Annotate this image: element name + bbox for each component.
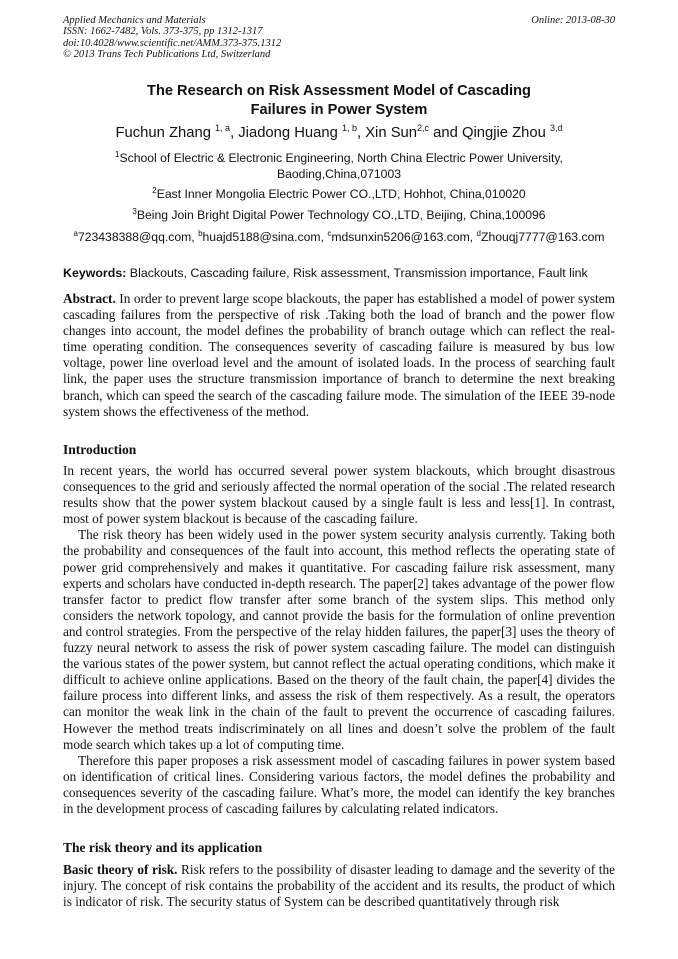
copyright-line: © 2013 Trans Tech Publications Ltd, Switzerland [63,48,271,60]
title-line-1: The Research on Risk Assessment Model of Cascading [147,83,531,99]
risk-theory-body [63,862,615,910]
author-affil-mark: 1, b [341,123,357,133]
journal-name: Applied Mechanics and Materials [63,15,206,26]
author-name: Fuchun Zhang [115,125,216,141]
abstract-label: Abstract. [63,291,116,306]
author-affil-mark: 2,c [417,123,430,133]
affil-text-cont: Baoding,China,071003 [276,167,401,181]
affil-text: East Inner Mongolia Electric Power CO.,LTD, Hohhot, China,010020 [156,187,526,201]
abstract-text: In order to prevent large scope blackouts, the paper has established a model of power system cascading failures from the perspective of risk .Taking both the load of branch and the power flow changes into account, the model defines the probability of branch outage which can reflect the real-time operating condition. The consequences severity of cascading failure is measured by bus low voltage, power line overload level and the amount of isolated loads. In the process of searching fault link, the paper uses the structure transmission importance of branch to determine the next breaking branch, which can speed the search of the cascading failure mode. The simulation of the IEEE 39-node system shows the effectiveness of the method. [63,291,615,419]
intro-paragraph-1: In recent years, the world has occurred several power system blackouts, which brought disastrous consequences to the grid and seriously affected the normal operation of the social .The related research results show that the power system blackout caused by a single fault is less and less[1]. In contrast, most of power system blackout is because of the cascading failure. [63,463,615,527]
introduction-body [63,463,615,817]
email: mdsunxin5206@163.com, [331,230,477,244]
affil-mark: 1 [115,150,120,159]
doi-line: doi:10.4028/www.scientific.net/AMM.373-375.1312 [63,37,282,49]
online-date: Online: 2013-08-30 [531,15,615,26]
basic-theory-label: Basic theory of risk. [63,862,178,877]
affil-text: Being Join Bright Digital Power Technology CO.,LTD, Beijing, China,100096 [136,208,546,222]
author-name: and Qingjie Zhou [429,125,550,141]
intro-paragraph-3: Therefore this paper proposes a risk assessment model of cascading failures in power system based on identification of critical lines. Considering various factors, the model defines the probability and consequences severity of the cascading failure. What’s more, the model can identify the key branches in the development process of cascading failures by calculating related indicators. [63,752,615,816]
affiliation-1 [63,150,615,182]
email: 723438388@qq.com, [77,230,199,244]
keywords-text: Blackouts, Cascading failure, Risk assessment, Transmission importance, Fault link [126,266,588,280]
risk-theory-heading: The risk theory and its application [63,840,263,855]
paper-title [63,82,615,119]
affil-mark: 3 [132,207,137,216]
abstract [63,291,615,420]
keywords [63,265,615,281]
author-list [63,124,615,143]
intro-paragraph-2: The risk theory has been widely used in the power system security analysis currently. Taking both the probability and consequences of the fault into account, this method reflects the operating state of power grid comprehensively and makes it quantitative. For cascading failure risk assessment, many experts and scholars have conducted in-depth research. The paper[2] takes advantage of the power flow transfer factor to predict flow transfer after some branch of the system slips. This method only considers the network topology, and cannot provide the basis for the formulation of online prevention and control strategies. From the perspective of the relay hidden failures, the paper[3] uses the theory of fuzzy neural network to assess the risk of power system cascading failure. The model can distinguish the various states of the power system, but cannot reflect the actual operating conditions, which make it difficult to achieve online applications. Based on the theory of the fault chain, the paper[4] divides the failure process into different links, and assess the risk of them respectively. As a result, the operators can monitor the weak link in the chain of the fault to prevent the occurrence of cascading failures. However the method treats indiscriminately on all lines and doesn’t solve the problem of the fault mode search which takes up a lot of computing time. [63,527,615,752]
keywords-label: Keywords: [63,266,127,280]
email-mark: a [73,229,78,238]
email-mark: d [476,229,481,238]
author-name: , Jiadong Huang [230,125,342,141]
issn-line: ISSN: 1662-7482, Vols. 373-375, pp 1312-1317 [63,26,263,38]
email-mark: b [198,229,203,238]
author-name: , Xin Sun [356,125,418,141]
author-affil-mark: 1, a [215,123,231,133]
basic-theory-text: Risk refers to the possibility of disaster leading to damage and the severity of the injury. The concept of risk contains the probability of the accident and its results, the product of which is indicator of risk. The security status of System can be described quantitatively through risk [63,862,615,910]
title-line-2: Failures in Power System [250,101,428,118]
journal-header [63,15,281,60]
affiliation-2 [63,186,615,202]
introduction-heading: Introduction [63,442,137,457]
affil-mark: 2 [152,186,157,195]
email-list [63,229,615,245]
affil-text: School of Electric & Electronic Engineering, North China Electric Power University, [119,151,563,165]
email-mark: c [327,229,332,238]
author-affil-mark: 3,d [549,123,563,133]
email: huajd5188@sina.com, [202,230,328,244]
affiliation-3 [63,207,615,223]
email: Zhouqj7777@163.com [481,230,605,244]
